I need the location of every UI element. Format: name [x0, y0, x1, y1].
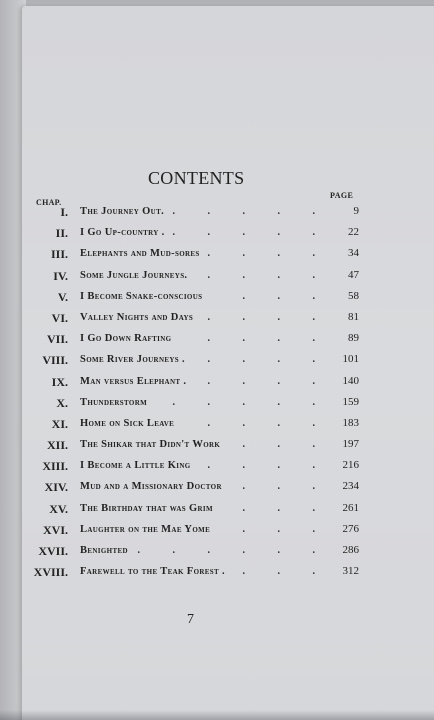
chapter-title: I Become Snake-conscious — [80, 290, 203, 302]
chapter-page-number: 276 — [342, 522, 359, 535]
chapter-title: Valley Nights and Days — [80, 311, 194, 323]
chapter-title: The Birthday that was Grim — [80, 502, 213, 514]
chapter-page-number: 159 — [342, 395, 359, 408]
chapter-title: I Go Down Rafting — [80, 333, 172, 345]
dot-leader: . . . — [242, 502, 330, 514]
toc-entry — [0, 523, 434, 544]
chapter-number: IX. — [51, 374, 68, 389]
toc-entry — [0, 205, 434, 226]
toc-entry — [0, 565, 434, 586]
chapter-title: Thunderstorm — [80, 396, 148, 408]
chapter-page-number: 312 — [342, 565, 359, 578]
chapter-page-number: 58 — [348, 289, 359, 302]
toc-entry — [0, 269, 434, 290]
chapter-page-number: 89 — [348, 332, 359, 345]
chapter-title: Mud and a Missionary Doctor — [80, 481, 222, 493]
dot-leader: . . . . — [207, 375, 330, 387]
table-of-contents — [0, 205, 434, 586]
chapter-number: III. — [50, 247, 68, 262]
dot-leader: . . . . — [207, 311, 330, 323]
bottom-shadow — [0, 710, 434, 720]
chapter-page-number: 234 — [342, 480, 359, 493]
chapter-title: Elephants and Mud-sores — [80, 248, 200, 260]
chapter-page-number: 47 — [348, 268, 359, 281]
chapter-number: VIII. — [42, 353, 68, 368]
dot-leader: . . . . — [207, 460, 330, 472]
chapter-number: VI. — [51, 310, 68, 325]
toc-entry — [0, 438, 434, 459]
chapter-number: XVII. — [38, 544, 68, 558]
toc-entry — [0, 226, 434, 247]
page-number: 7 — [187, 612, 194, 627]
dot-leader: . . . . . . — [137, 545, 330, 556]
chapter-page-number: 261 — [342, 501, 359, 514]
chapter-number: XIV. — [44, 480, 68, 495]
dot-leader: . . . — [242, 566, 330, 578]
chapter-title: I Go Up-country . — [80, 227, 165, 239]
dot-leader: . . . — [242, 290, 330, 302]
toc-entry — [0, 290, 434, 311]
dot-leader: . . . . — [207, 417, 330, 429]
chapter-page-number: 140 — [342, 374, 359, 387]
chapter-title: Home on Sick Leave — [80, 417, 175, 429]
chapter-page-number: 197 — [342, 438, 359, 451]
toc-entry — [0, 353, 434, 374]
chapter-page-number: 34 — [348, 247, 359, 260]
chapter-number: XI. — [51, 416, 68, 431]
chapter-number: IV. — [53, 268, 68, 283]
chapter-number: V. — [57, 289, 68, 304]
toc-entry — [0, 480, 434, 501]
chapter-title: Farewell to the Teak Forest . — [80, 566, 225, 578]
chapter-page-number: 81 — [348, 310, 359, 323]
chapter-title: Benighted — [80, 545, 128, 556]
dot-leader: . . . . . — [172, 206, 330, 217]
chapter-number: I. — [60, 205, 68, 219]
dot-leader: . . . — [242, 523, 330, 535]
toc-entry — [0, 544, 434, 565]
dot-leader: . . . . — [207, 269, 330, 281]
toc-entry — [0, 332, 434, 353]
chapter-number: VII. — [46, 332, 68, 347]
chapter-number: XVI. — [42, 522, 68, 537]
toc-entry — [0, 396, 434, 417]
contents-heading: CONTENTS — [148, 168, 245, 188]
dot-leader: . . . — [242, 481, 330, 493]
toc-entry — [0, 459, 434, 480]
toc-entry — [0, 247, 434, 268]
chapter-number: XII. — [46, 438, 68, 453]
chapter-number: II. — [55, 226, 68, 241]
chapter-title: Man versus Elephant . — [80, 375, 187, 387]
toc-entry — [0, 417, 434, 438]
chapter-number: XVIII. — [33, 565, 68, 580]
chapter-title: The Shikar that Didn't Work — [80, 439, 221, 451]
chapter-title: The Journey Out. — [80, 206, 165, 217]
toc-entry — [0, 502, 434, 523]
dot-leader: . . . . — [207, 354, 330, 366]
chapter-title: I Become a Little King — [80, 460, 191, 472]
chapter-number: X. — [56, 395, 68, 410]
chapter-column-label: CHAP. — [36, 198, 62, 207]
dot-leader: . . . . — [207, 333, 330, 345]
chapter-number: XIII. — [42, 459, 68, 474]
chapter-page-number: 9 — [353, 205, 359, 217]
chapter-page-number: 286 — [342, 544, 359, 556]
page-column-label: PAGE — [330, 191, 354, 200]
dot-leader: . . . . . — [172, 227, 330, 239]
chapter-title: Laughter on the Mae Yome — [80, 523, 211, 535]
dot-leader: . . . — [242, 439, 330, 451]
dot-leader: . . . . . — [172, 396, 330, 408]
toc-entry — [0, 311, 434, 332]
chapter-page-number: 183 — [342, 416, 359, 429]
chapter-page-number: 22 — [348, 226, 359, 239]
chapter-number: XV. — [49, 501, 68, 516]
chapter-title: Some River Journeys . — [80, 354, 185, 366]
toc-entry — [0, 375, 434, 396]
chapter-title: Some Jungle Journeys. — [80, 269, 188, 281]
dot-leader: . . . . — [207, 248, 330, 260]
chapter-page-number: 216 — [342, 459, 359, 472]
chapter-page-number: 101 — [342, 353, 359, 366]
